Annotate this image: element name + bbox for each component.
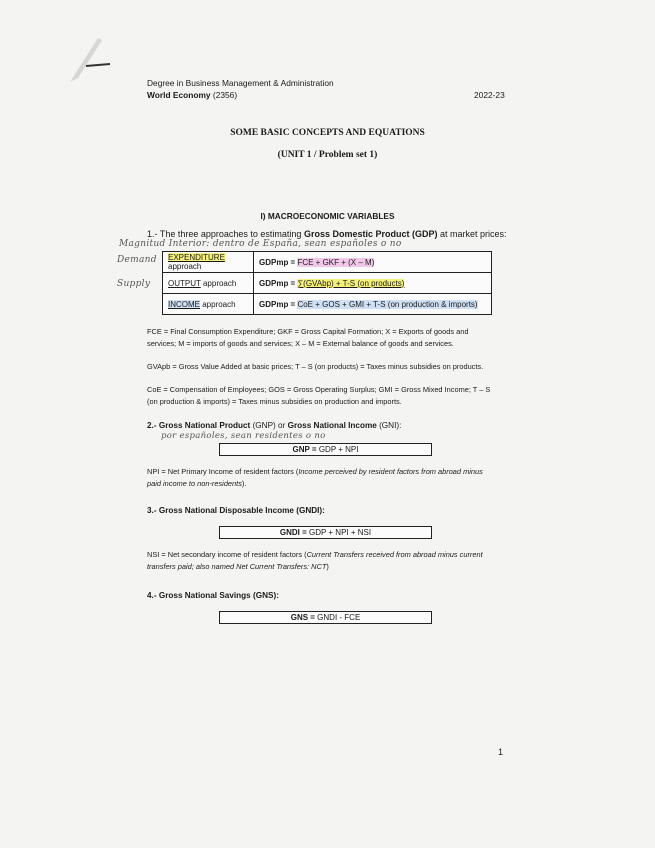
course-name: World Economy [147, 90, 211, 100]
gndi-equation-box: GNDI = GDP + NPI + NSI [219, 526, 432, 539]
equation-cell: GDPmp = ∑(GVAbp) + T-S (on products) [254, 273, 492, 294]
definition-coe: CoE = Compensation of Employees; GOS = Gross Operating Surplus; GMI = Gross Mixed Income; T – S (on production & imports) = Taxes minus subsidies on production and imports. [147, 385, 491, 406]
definition-nsi: NSI = Net secondary income of resident factors (Current Transfers received from abroad minus current transfers paid; also named Net Current Transfers: NCT) [147, 550, 483, 571]
degree-line: Degree in Business Management & Administration [147, 78, 334, 88]
gnp-equation-box: GNP = GDP + NPI [219, 443, 432, 456]
margin-supply: Supply [117, 279, 151, 289]
definition-gva: GVApb = Gross Value Added at basic prices; T – S (on products) = Taxes minus subsidies on products. [147, 362, 484, 371]
table-row [163, 273, 492, 294]
margin-demand: Demand [117, 255, 157, 265]
equation-cell: GDPmp = CoE + GOS + GMI + T-S (on production & imports) [254, 294, 492, 315]
section-heading: I) MACROECONOMIC VARIABLES [260, 211, 395, 221]
q2-handnote: por españoles, sean residentes o no [161, 431, 326, 441]
page-title: SOME BASIC CONCEPTS AND EQUATIONS [230, 128, 425, 138]
equation-cell: GDPmp = FCE + GKF + (X – M) [254, 252, 492, 273]
q2-heading: 2.- Gross National Product (GNP) or Gross National Income (GNI): [147, 421, 402, 430]
table-row [163, 252, 492, 273]
definition-fce: FCE = Final Consumption Expenditure; GKF = Gross Capital Formation; X = Exports of goods and services; M = imports of goods and services; X – M = External balance of goods and services. [147, 327, 469, 348]
q4-heading: 4.- Gross National Savings (GNS): [147, 591, 279, 600]
q1-handnote: Magnitud Interior: dentro de España, sean españoles o no [119, 239, 402, 249]
approach-cell: OUTPUT approach [163, 273, 254, 294]
q3-heading: 3.- Gross National Disposable Income (GNDI): [147, 506, 325, 515]
page-number: 1 [498, 747, 504, 757]
course-line [147, 89, 237, 101]
definition-npi: NPI = Net Primary Income of resident factors (Income perceived by resident factors from abroad minus paid income to non-residents). [147, 467, 483, 488]
gdp-approaches-table [162, 251, 492, 315]
approach-cell: EXPENDITURE approach [163, 252, 254, 273]
course-code: (2356) [212, 90, 238, 100]
q1-heading: 1.- The three approaches to estimating Gross Domestic Product (GDP) at market prices: [147, 229, 507, 239]
table-row [163, 294, 492, 315]
page-subtitle: (UNIT 1 / Problem set 1) [277, 150, 378, 160]
approach-cell: INCOME approach [163, 294, 254, 315]
academic-year: 2022-23 [474, 90, 505, 100]
staple-mark [58, 34, 118, 84]
gns-equation-box: GNS = GNDI - FCE [219, 611, 432, 624]
